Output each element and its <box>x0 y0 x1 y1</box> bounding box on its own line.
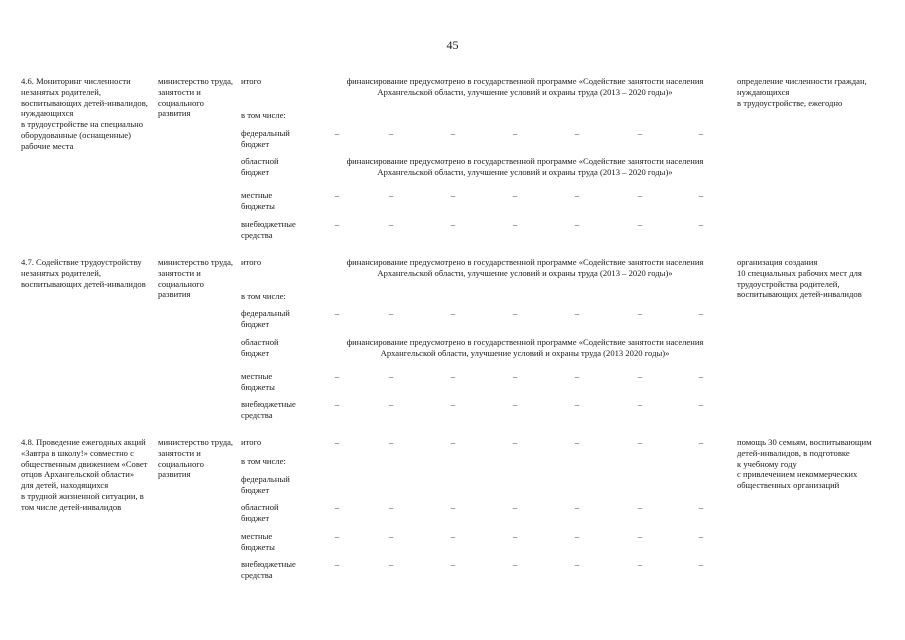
empty-value-dash: – <box>388 437 394 447</box>
empty-value-dash: – <box>574 128 580 138</box>
empty-value-dash: – <box>698 190 704 200</box>
empty-value-dash: – <box>698 371 704 381</box>
empty-value-dash: – <box>450 371 456 381</box>
empty-value-dash: – <box>388 190 394 200</box>
empty-value-dash: – <box>698 502 704 512</box>
empty-value-dash: – <box>388 371 394 381</box>
activity-name: 4.6. Мониторинг численности незанятых родителей, воспитывающих детей-инвалидов, нуждающихся в трудоустройстве на специально оборудованные (оснащенные) рабочие места <box>21 76 148 151</box>
empty-value-dash: – <box>512 190 518 200</box>
source-extrabudgetary: внебюджетные средства <box>241 219 296 240</box>
empty-value-dash: – <box>698 559 704 569</box>
source-extrabudgetary: внебюджетные средства <box>241 399 296 420</box>
source-local: местные бюджеты <box>241 190 275 211</box>
source-local: местные бюджеты <box>241 531 275 552</box>
empty-value-dash: – <box>450 502 456 512</box>
expected-result: организация создания 10 специальных рабочих мест для трудоустройства родителей, воспитывающих детей-инвалидов <box>737 257 862 300</box>
empty-value-dash: – <box>334 559 340 569</box>
empty-value-dash: – <box>698 531 704 541</box>
empty-value-dash: – <box>388 399 394 409</box>
source-including: в том числе: <box>241 291 286 301</box>
empty-value-dash: – <box>512 399 518 409</box>
empty-value-dash: – <box>574 437 580 447</box>
empty-value-dash: – <box>450 559 456 569</box>
activity-name: 4.8. Проведение ежегодных акций «Завтра в школу!» совместно с общественным движением «Совет отцов Архангельской области» для детей, находящихся в трудной жизненной ситуации, в том числе детей-инвалидов <box>21 437 148 512</box>
empty-value-dash: – <box>637 399 643 409</box>
financing-note: финансирование предусмотрено в государственной программе «Содействие занятости населения Архангельской области, улучшение условий и охраны труда (2013 – 2020 годы)» <box>346 257 704 278</box>
empty-value-dash: – <box>334 190 340 200</box>
empty-value-dash: – <box>574 190 580 200</box>
financing-note: финансирование предусмотрено в государственной программе «Содействие занятости населения Архангельской области, улучшение условий и охраны труда (2013 – 2020 годы)» <box>346 76 704 97</box>
activity-name: 4.7. Содействие трудоустройству незанятых родителей, воспитывающих детей-инвалидов <box>21 257 146 289</box>
empty-value-dash: – <box>450 128 456 138</box>
empty-value-dash: – <box>512 531 518 541</box>
empty-value-dash: – <box>388 559 394 569</box>
empty-value-dash: – <box>450 437 456 447</box>
page-number: 45 <box>446 38 459 52</box>
empty-value-dash: – <box>512 502 518 512</box>
empty-value-dash: – <box>637 190 643 200</box>
empty-value-dash: – <box>637 559 643 569</box>
empty-value-dash: – <box>512 219 518 229</box>
empty-value-dash: – <box>637 502 643 512</box>
empty-value-dash: – <box>334 399 340 409</box>
empty-value-dash: – <box>512 128 518 138</box>
source-regional: областной бюджет <box>241 156 279 177</box>
empty-value-dash: – <box>450 190 456 200</box>
empty-value-dash: – <box>698 308 704 318</box>
expected-result: помощь 30 семьям, воспитывающим детей-инвалидов, в подготовке к учебному году с привлечением некоммерческих общественных организаций <box>737 437 872 491</box>
empty-value-dash: – <box>450 219 456 229</box>
source-total: итого <box>241 437 262 447</box>
expected-result: определение численности граждан, нуждающихся в трудоустройстве, ежегодно <box>737 76 867 108</box>
executor: министерство труда, занятости и социального развития <box>158 257 234 300</box>
empty-value-dash: – <box>388 219 394 229</box>
empty-value-dash: – <box>698 399 704 409</box>
empty-value-dash: – <box>698 219 704 229</box>
empty-value-dash: – <box>698 437 704 447</box>
empty-value-dash: – <box>637 128 643 138</box>
executor: министерство труда, занятости и социального развития <box>158 437 234 480</box>
empty-value-dash: – <box>512 371 518 381</box>
empty-value-dash: – <box>334 128 340 138</box>
source-federal: федеральный бюджет <box>241 128 290 149</box>
empty-value-dash: – <box>334 219 340 229</box>
empty-value-dash: – <box>698 128 704 138</box>
source-including: в том числе: <box>241 456 286 466</box>
source-local: местные бюджеты <box>241 371 275 392</box>
empty-value-dash: – <box>334 437 340 447</box>
empty-value-dash: – <box>637 219 643 229</box>
empty-value-dash: – <box>574 502 580 512</box>
source-federal: федеральный бюджет <box>241 308 290 329</box>
source-including: в том числе: <box>241 110 286 120</box>
empty-value-dash: – <box>334 308 340 318</box>
empty-value-dash: – <box>334 371 340 381</box>
empty-value-dash: – <box>512 559 518 569</box>
financing-note: финансирование предусмотрено в государственной программе «Содействие занятости населения Архангельской области, улучшение условий и охраны труда (2013 – 2020 годы)» <box>346 156 704 177</box>
empty-value-dash: – <box>334 531 340 541</box>
empty-value-dash: – <box>574 219 580 229</box>
source-extrabudgetary: внебюджетные средства <box>241 559 296 580</box>
empty-value-dash: – <box>388 502 394 512</box>
empty-value-dash: – <box>334 502 340 512</box>
source-total: итого <box>241 76 262 86</box>
empty-value-dash: – <box>512 437 518 447</box>
empty-value-dash: – <box>574 559 580 569</box>
empty-value-dash: – <box>637 531 643 541</box>
empty-value-dash: – <box>574 371 580 381</box>
empty-value-dash: – <box>388 128 394 138</box>
executor: министерство труда, занятости и социального развития <box>158 76 234 119</box>
financing-note: финансирование предусмотрено в государственной программе «Содействие занятости населения Архангельской области, улучшение условий и охраны труда (2013 2020 годы)» <box>346 337 704 358</box>
empty-value-dash: – <box>388 531 394 541</box>
empty-value-dash: – <box>450 308 456 318</box>
empty-value-dash: – <box>388 308 394 318</box>
source-regional: областной бюджет <box>241 502 279 523</box>
empty-value-dash: – <box>450 399 456 409</box>
empty-value-dash: – <box>637 308 643 318</box>
empty-value-dash: – <box>450 531 456 541</box>
empty-value-dash: – <box>512 308 518 318</box>
source-regional: областной бюджет <box>241 337 279 358</box>
empty-value-dash: – <box>574 399 580 409</box>
empty-value-dash: – <box>637 371 643 381</box>
source-federal: федеральный бюджет <box>241 474 290 495</box>
empty-value-dash: – <box>637 437 643 447</box>
empty-value-dash: – <box>574 531 580 541</box>
empty-value-dash: – <box>574 308 580 318</box>
source-total: итого <box>241 257 262 267</box>
